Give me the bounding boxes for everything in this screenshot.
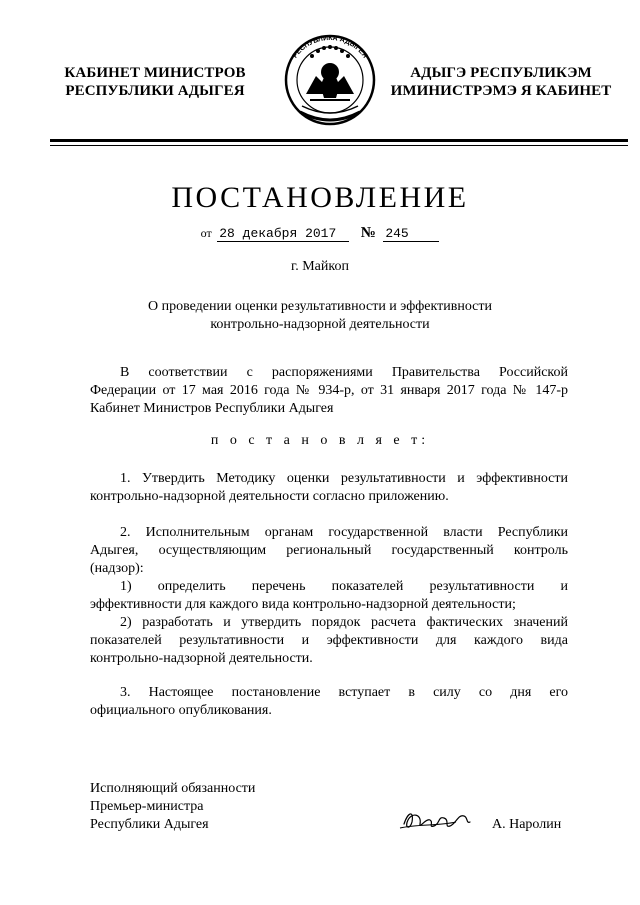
subject-line2: контрольно-надзорной деятельности — [210, 317, 430, 332]
item-2-2-paragraph — [90, 614, 568, 668]
signatory-name: А. Наролин — [492, 817, 562, 832]
item-2-2-line: контрольно-надзорной деятельности. — [90, 651, 313, 666]
item-1-line: 1. Утвердить Методику оценки результативности и эффективности — [120, 471, 568, 486]
header-divider-thin — [50, 145, 628, 146]
preamble-line: Кабинет Министров Республики Адыгея — [90, 401, 334, 416]
preamble-paragraph — [90, 364, 568, 418]
item-2-line: 2. Исполнительным органам государственной власти Республики — [120, 525, 568, 540]
signatory-position-line: Республики Адыгея — [90, 817, 209, 832]
document-title: ПОСТАНОВЛЕНИЕ — [171, 181, 469, 214]
date-label: от — [200, 226, 212, 240]
handwritten-signature — [398, 804, 474, 834]
header-divider-thick — [50, 139, 628, 142]
item-3-line: 3. Настоящее постановление вступает в силу со дня его — [120, 685, 568, 700]
header-right-line1: АДЫГЭ РЕСПУБЛИКЭМ — [410, 65, 592, 81]
item-1-paragraph — [90, 470, 568, 506]
item-2-2-line: показателей результативности и эффективности для каждого вида — [90, 633, 568, 648]
city-line: г. Майкоп — [291, 259, 349, 274]
header-left — [60, 64, 250, 100]
signatory-position-line: Исполняющий обязанности — [90, 781, 256, 796]
item-1-line: контрольно-надзорной деятельности согласно приложению. — [90, 489, 449, 504]
number-label: № — [360, 225, 376, 241]
item-2-paragraph — [90, 524, 568, 578]
item-2-2-line: 2) разработать и утвердить порядок расчета фактических значений — [120, 615, 568, 630]
subject-line1: О проведении оценки результативности и эффективности — [147, 299, 493, 314]
item-2-1-line: эффективности для каждого вида контрольно-надзорной деятельности; — [90, 597, 516, 612]
date-number-line — [0, 224, 640, 243]
number-field: 245 — [383, 226, 439, 242]
item-2-1-paragraph — [90, 578, 568, 614]
coat-of-arms-emblem — [272, 24, 388, 132]
item-3-line: официального опубликования. — [90, 703, 272, 718]
signatory-position-line: Премьер-министра — [90, 799, 204, 814]
item-2-line: (надзор): — [90, 561, 144, 576]
header-right — [388, 64, 614, 100]
resolve-word: п о с т а н о в л я е т: — [210, 433, 430, 448]
header-left-line1: КАБИНЕТ МИНИСТРОВ — [64, 65, 246, 81]
item-2-1-line: 1) определить перечень показателей результативности и — [120, 579, 568, 594]
preamble-line: В соответствии с распоряжениями Правительства Российской — [120, 365, 568, 380]
header-left-line2: РЕСПУБЛИКИ АДЫГЕЯ — [65, 83, 245, 99]
item-2-line: Адыгея, осуществляющим региональный государственный контроль — [90, 543, 568, 558]
preamble-line: Федерации от 17 мая 2016 года № 934-р, от 31 января 2017 года № 147-р — [90, 383, 568, 398]
header-right-line2: ИМИНИСТРЭМЭ Я КАБИНЕТ — [390, 83, 612, 99]
document-subject — [0, 298, 640, 334]
emblem-text: РЕСПУБЛИКА АДЫГЕЯ — [291, 34, 369, 60]
date-field: 28 декабря 2017 — [217, 226, 349, 242]
signatory-position — [90, 780, 255, 834]
item-3-paragraph — [90, 684, 568, 720]
